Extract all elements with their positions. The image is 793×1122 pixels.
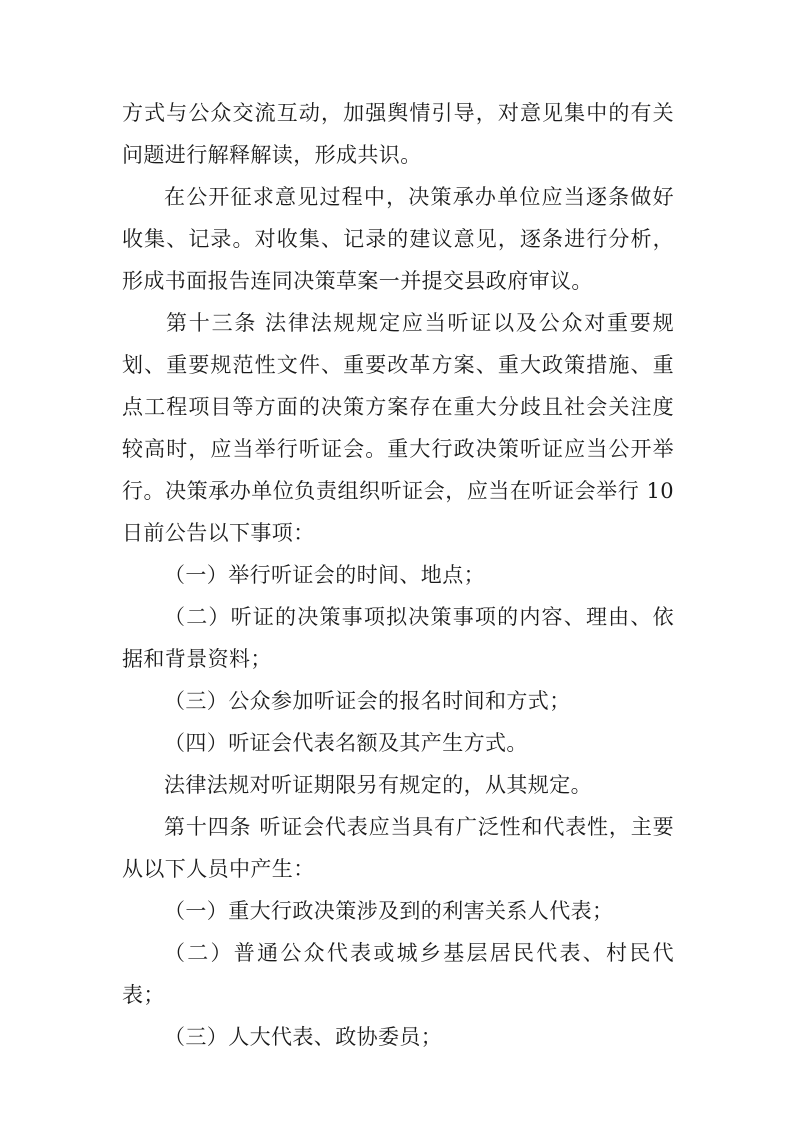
article-14-item-3: （三）人大代表、政协委员；	[164, 1025, 443, 1049]
paragraph-continued: 方式与公众交流互动，加强舆情引导，对意见集中的有关问题进行解释解读，形成共识。	[122, 101, 674, 167]
article-13-item-2: （二）听证的决策事项拟决策事项的内容、理由、依据和背景资料；	[122, 605, 674, 671]
article-14-item-1: （一）重大行政决策涉及到的利害关系人代表；	[164, 899, 614, 923]
article-13-closing: 法律法规对听证期限另有规定的，从其规定。	[164, 773, 592, 797]
article-13	[122, 302, 674, 554]
article-13-item-1: （一）举行听证会的时间、地点；	[164, 563, 485, 587]
article-13-text: 法律法规规定应当听证以及公众对重要规划、重要规范性文件、重要改革方案、重大政策措施、重点工程项目等方面的决策方案存在重大分歧且社会关注度较高时，应当举行听证会。重大行政决策听证应当公开举行。决策承办单位负责组织听证会，应当在听证会举行 10 日前公告以下事项：	[122, 311, 674, 545]
article-13-item-4: （四）听证会代表名额及其产生方式。	[164, 731, 528, 755]
article-13-number: 第十三条	[166, 311, 258, 335]
paragraph-public-consultation: 在公开征求意见过程中，决策承办单位应当逐条做好收集、记录。对收集、记录的建议意见，逐条进行分析，形成书面报告连同决策草案一并提交县政府审议。	[122, 185, 674, 293]
article-14-item-2: （二）普通公众代表或城乡基层居民代表、村民代表；	[122, 941, 674, 1007]
article-13-item-3: （三）公众参加听证会的报名时间和方式；	[164, 689, 571, 713]
article-14-text: 听证会代表应当具有广泛性和代表性，主要从以下人员中产生：	[122, 815, 674, 881]
article-14	[122, 806, 674, 890]
article-14-number: 第十四条	[164, 815, 252, 839]
document-body	[122, 92, 674, 1058]
